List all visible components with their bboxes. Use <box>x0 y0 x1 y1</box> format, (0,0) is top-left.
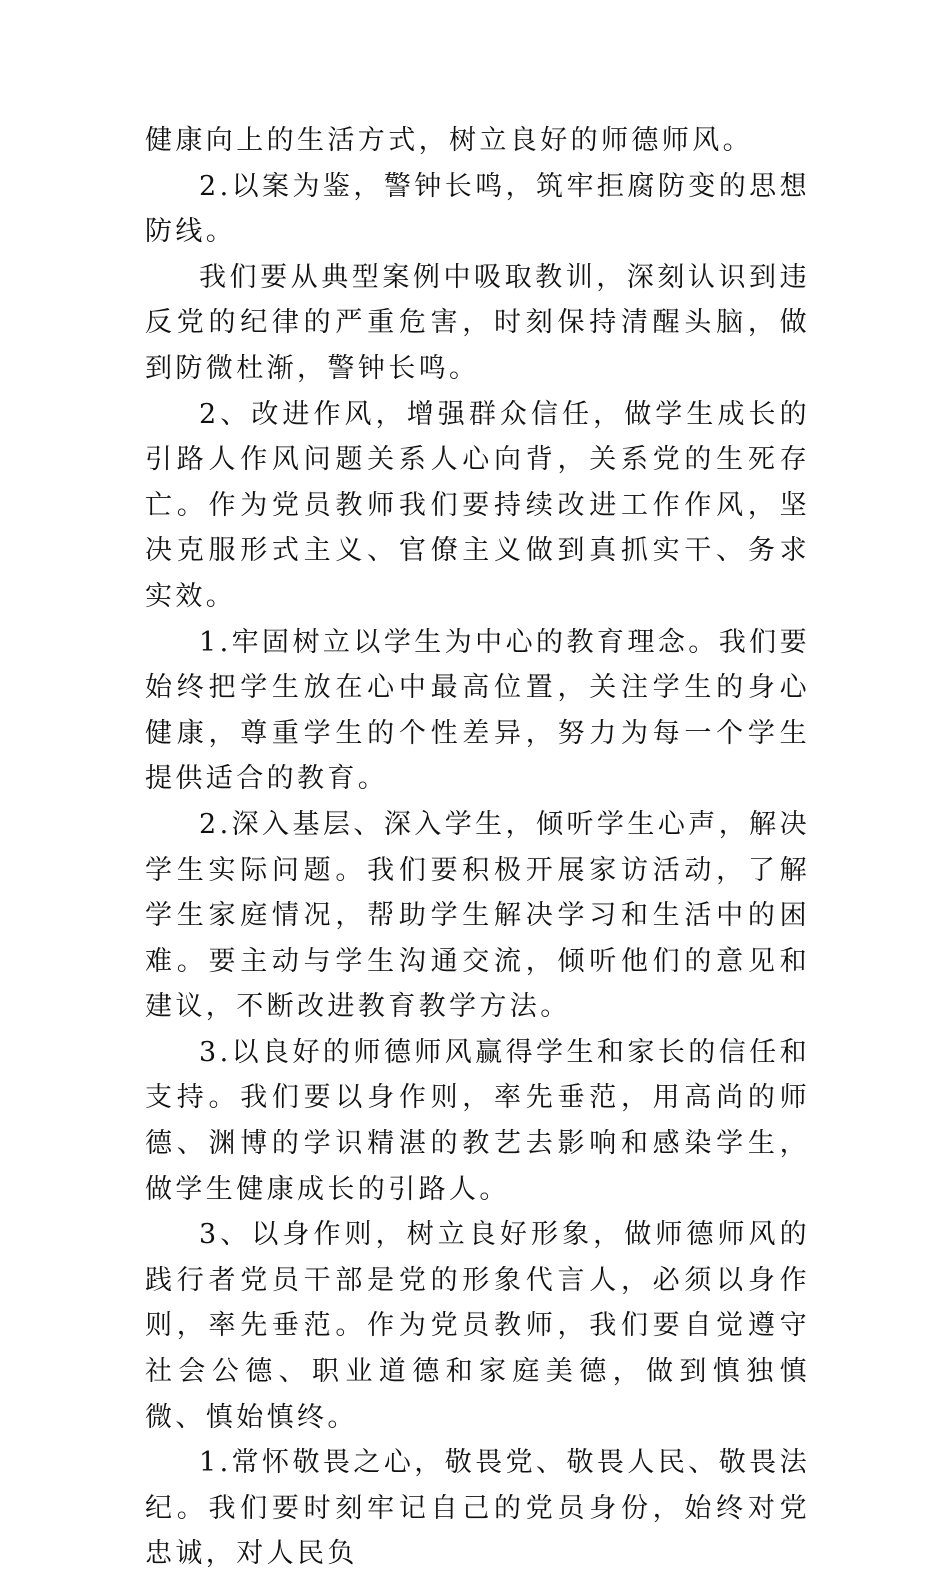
paragraph-win-trust: 3.以良好的师德师风赢得学生和家长的信任和支持。我们要以身作则，率先垂范，用高尚的师德、渊博的学识精湛的教艺去影响和感染学生，做学生健康成长的引路人。 <box>145 1036 810 1205</box>
paragraph-student-centered: 1.牢固树立以学生为中心的教育理念。我们要始终把学生放在心中最高位置，关注学生的身心健康，尊重学生的个性差异，努力为每一个学生提供适合的教育。 <box>145 626 810 795</box>
paragraph-heading-2-1: 2.以案为鉴，警钟长鸣，筑牢拒腐防变的思想防线。 <box>145 170 810 248</box>
paragraph-go-to-grassroots: 2.深入基层、深入学生，倾听学生心声，解决学生实际问题。我们要积极开展家访活动，了解学生家庭情况，帮助学生解决学习和生活中的困难。要主动与学生沟通交流，倾听他们的意见和建议，不断改进教育教学方法。 <box>145 808 810 1023</box>
body-text <box>145 118 810 1577</box>
paragraph-awe: 1.常怀敬畏之心，敬畏党、敬畏人民、敬畏法纪。我们要时刻牢记自己的党员身份，始终对党忠诚，对人民负 <box>145 1447 810 1570</box>
paragraph-continuation: 健康向上的生活方式，树立良好的师德师风。 <box>145 125 753 156</box>
paragraph-section-2-improve-style: 2、改进作风，增强群众信任，做学生成长的引路人作风问题关系人心向背，关系党的生死存亡。作为党员教师我们要持续改进工作作风，坚决克服形式主义、官僚主义做到真抓实干、务求实效。 <box>145 398 810 612</box>
paragraph-lesson-from-cases: 我们要从典型案例中吸取教训，深刻认识到违反党的纪律的严重危害，时刻保持清醒头脑，做到防微杜渐，警钟长鸣。 <box>145 261 810 384</box>
paragraph-section-3-lead-by-example: 3、以身作则，树立良好形象，做师德师风的践行者党员干部是党的形象代言人，必须以身作则，率先垂范。作为党员教师，我们要自觉遵守社会公德、职业道德和家庭美德，做到慎独慎微、慎始慎终。 <box>145 1219 810 1433</box>
